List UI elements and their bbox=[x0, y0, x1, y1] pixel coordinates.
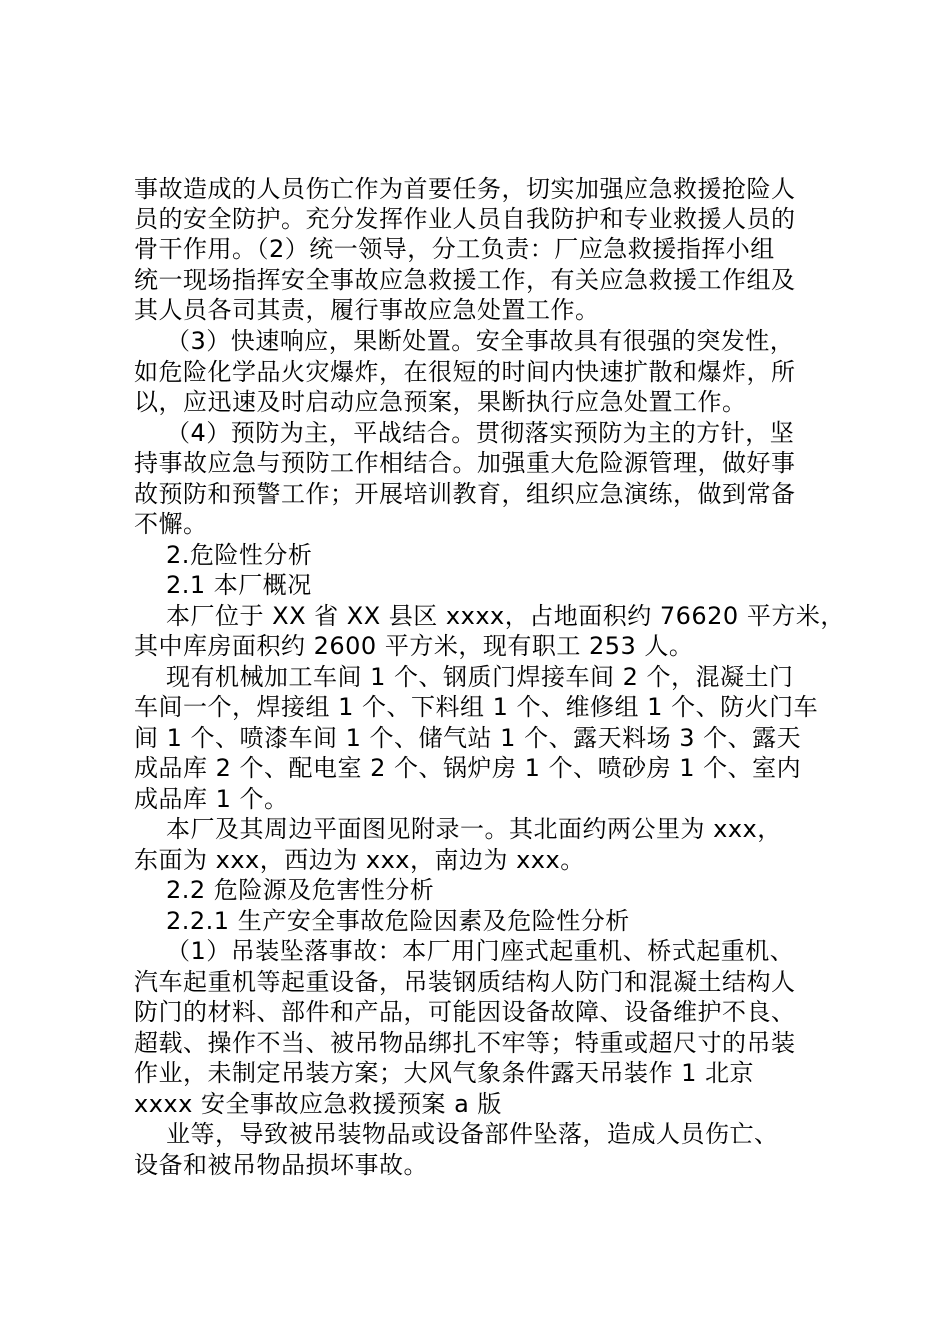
text-line: 事故造成的人员伤亡作为首要任务，切实加强应急救援抢险人 bbox=[134, 175, 796, 203]
text-line: （3）快速响应，果断处置。安全事故具有很强的突发性， bbox=[166, 327, 795, 355]
text-line: 其人员各司其责，履行事故应急处置工作。 bbox=[134, 296, 600, 324]
section-heading: 2.2.1 生产安全事故危险因素及危险性分析 bbox=[166, 907, 630, 935]
text-line: 作业，未制定吊装方案；大风气象条件露天吊装作 1 北京 bbox=[134, 1059, 755, 1087]
text-line: （1）吊装坠落事故：本厂用门座式起重机、桥式起重机、 bbox=[166, 937, 795, 965]
text-line: 统一现场指挥安全事故应急救援工作，有关应急救援工作组及 bbox=[134, 266, 796, 294]
text-line: 如危险化学品火灾爆炸，在很短的时间内快速扩散和爆炸，所 bbox=[134, 358, 796, 386]
text-line: 车间一个，焊接组 1 个、下料组 1 个、维修组 1 个、防火门车 bbox=[134, 693, 819, 721]
section-heading: 2.1 本厂概况 bbox=[166, 571, 312, 599]
text-line: （4）预防为主，平战结合。贯彻落实预防为主的方针，坚 bbox=[166, 419, 795, 447]
text-line: 业等，导致被吊装物品或设备部件坠落，造成人员伤亡、 bbox=[166, 1120, 779, 1148]
text-line: 故预防和预警工作；开展培训教育，组织应急演练，做到常备 bbox=[134, 480, 796, 508]
text-line: 持事故应急与预防工作相结合。加强重大危险源管理，做好事 bbox=[134, 449, 796, 477]
text-line: 员的安全防护。充分发挥作业人员自我防护和专业救援人员的 bbox=[134, 205, 796, 233]
text-line: 设备和被吊物品损坏事故。 bbox=[134, 1151, 428, 1179]
text-line: 骨干作用。（2）统一领导，分工负责：厂应急救援指挥小组 bbox=[134, 235, 775, 263]
text-line: 防门的材料、部件和产品，可能因设备故障、设备维护不良、 bbox=[134, 998, 796, 1026]
text-line: 东面为 xxx，西边为 xxx，南边为 xxx。 bbox=[134, 846, 585, 874]
running-footer: xxxx 安全事故应急救援预案 a 版 bbox=[134, 1090, 502, 1118]
text-line: 本厂及其周边平面图见附录一。其北面约两公里为 xxx， bbox=[166, 815, 782, 843]
text-line: 不懈。 bbox=[134, 510, 208, 538]
text-line: 其中库房面积约 2600 平方米，现有职工 253 人。 bbox=[134, 632, 694, 660]
text-line: 成品库 1 个。 bbox=[134, 785, 289, 813]
section-heading: 2.2 危险源及危害性分析 bbox=[166, 876, 435, 904]
text-line: 间 1 个、喷漆车间 1 个、储气站 1 个、露天料场 3 个、露天 bbox=[134, 724, 802, 752]
section-heading: 2.危险性分析 bbox=[166, 541, 313, 569]
text-line: 超载、操作不当、被吊物品绑扎不牢等；特重或超尺寸的吊装 bbox=[134, 1029, 796, 1057]
text-line: 成品库 2 个、配电室 2 个、锅炉房 1 个、喷砂房 1 个、室内 bbox=[134, 754, 802, 782]
text-line: 现有机械加工车间 1 个、钢质门焊接车间 2 个，混凝土门 bbox=[166, 663, 794, 691]
text-line: 本厂位于 XX 省 XX 县区 xxxx，占地面积约 76620 平方米， bbox=[166, 602, 845, 630]
text-line: 汽车起重机等起重设备，吊装钢质结构人防门和混凝土结构人 bbox=[134, 968, 796, 996]
text-line: 以，应迅速及时启动应急预案，果断执行应急处置工作。 bbox=[134, 388, 747, 416]
